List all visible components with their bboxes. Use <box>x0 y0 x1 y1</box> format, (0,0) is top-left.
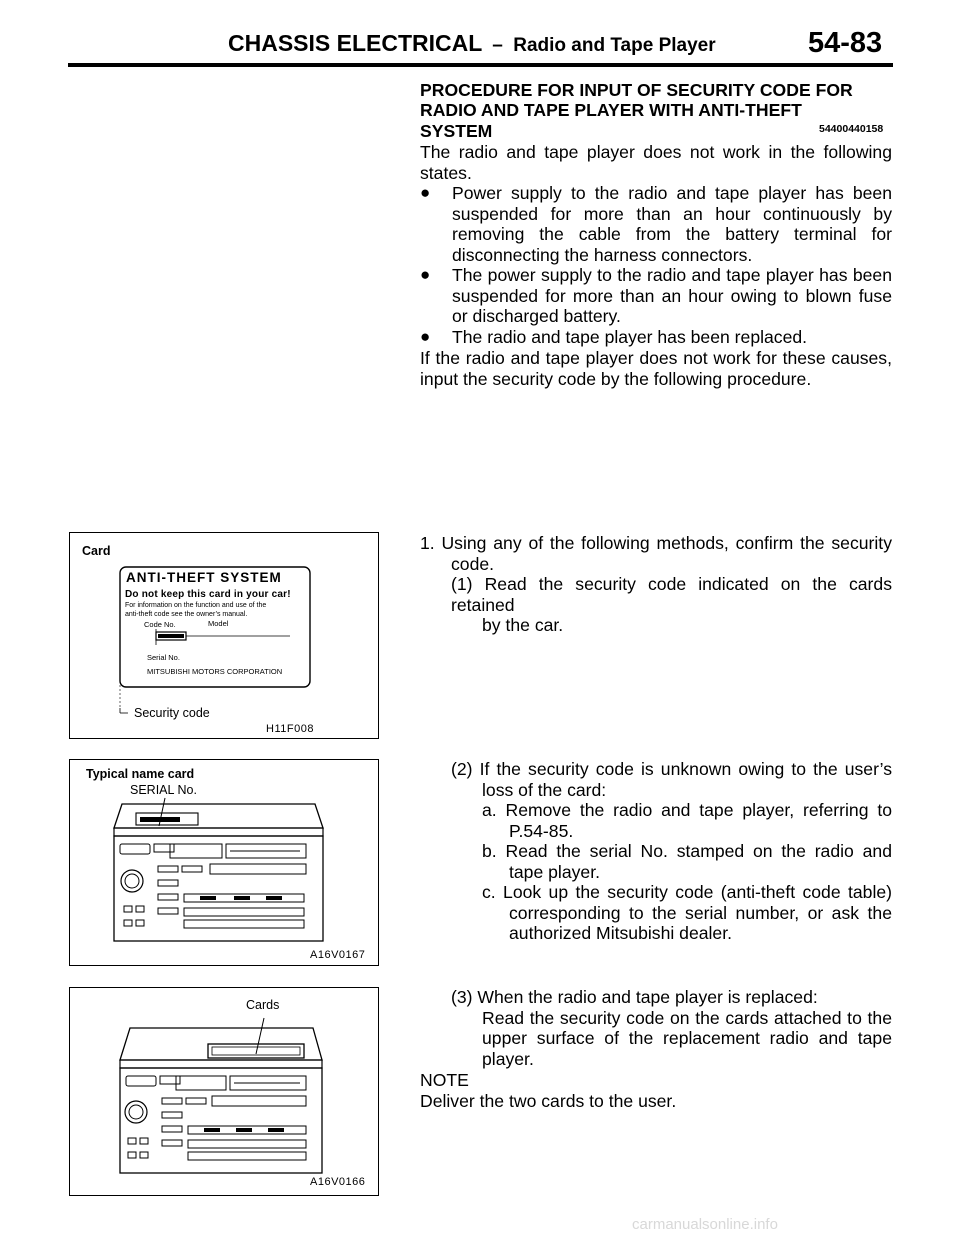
text-line: suspended for more than an hour continuously by <box>452 203 892 224</box>
text-line: The radio and tape player does not work in the following <box>420 142 892 162</box>
serial-no-callout: SERIAL No. <box>130 783 197 797</box>
figure-code: A16V0166 <box>310 1176 366 1188</box>
card-model: Model <box>208 619 229 628</box>
text-line: (3) When the radio and tape player is replaced: <box>451 987 818 1007</box>
bullet-item <box>452 265 892 327</box>
bullet-icon: ● <box>420 265 431 284</box>
header-section: CHASSIS ELECTRICAL <box>228 30 482 56</box>
step-1-2-c <box>482 882 892 944</box>
outro-paragraph <box>420 348 892 389</box>
card-title: ANTI-THEFT SYSTEM <box>126 570 282 585</box>
figure-name-card <box>69 759 379 966</box>
card-code-no: Code No. <box>144 620 176 629</box>
radio-unit-illustration <box>70 760 378 965</box>
text-line: states. <box>420 162 472 183</box>
text-line: (1) Read the security code indicated on the cards retained <box>451 574 892 615</box>
watermark: carmanualsonline.info <box>632 1216 778 1233</box>
page-header-title <box>228 30 716 57</box>
text-line: Read the security code on the cards attached to the <box>482 1007 892 1028</box>
figure-security-card <box>69 532 379 739</box>
card-info-line: anti-theft code see the owner’s manual. <box>125 611 248 618</box>
step-1 <box>420 533 892 574</box>
bullet-icon: ● <box>420 327 431 346</box>
text-line: suspended for more than an hour owing to blown fuse <box>452 285 892 306</box>
text-line: b. Read the serial No. stamped on the radio and <box>482 841 892 861</box>
text-line: corresponding to the serial number, or ask the <box>509 902 892 923</box>
text-line: disconnecting the harness connectors. <box>452 244 753 265</box>
cards-callout: Cards <box>246 998 280 1012</box>
step-1-3 <box>451 987 892 1069</box>
bullet-item <box>452 327 892 348</box>
text-line: authorized Mitsubishi dealer. <box>509 923 732 943</box>
header-rule <box>68 63 893 67</box>
card-warning: Do not keep this card in your car! <box>125 589 291 600</box>
text-line: removing the cable from the battery terminal for <box>452 224 892 244</box>
heading-line: SYSTEM <box>420 120 493 141</box>
card-serial-no: Serial No. <box>147 653 180 662</box>
text-line: a. Remove the radio and tape player, referring to <box>482 800 892 820</box>
card-maker: MITSUBISHI MOTORS CORPORATION <box>147 667 283 676</box>
text-line: loss of the card: <box>482 779 607 800</box>
figure-label: Typical name card <box>86 767 195 781</box>
text-line: code. <box>451 553 495 574</box>
card-illustration <box>70 533 378 738</box>
text-line: The power supply to the radio and tape player has been <box>452 265 892 285</box>
page-number: 54-83 <box>808 27 883 59</box>
security-code-callout: Security code <box>134 706 210 720</box>
text-line: or discharged battery. <box>452 306 621 326</box>
text-line: upper surface of the replacement radio and tape <box>482 1028 892 1048</box>
procedure-code: 54400440158 <box>819 123 884 135</box>
step-1-1 <box>451 574 892 636</box>
figure-cards-on-unit <box>69 987 379 1196</box>
step-1-2-b <box>482 841 892 882</box>
note-text: Deliver the two cards to the user. <box>420 1091 677 1111</box>
figure-label: Card <box>82 544 111 558</box>
bullet-icon: ● <box>420 183 431 202</box>
text-line: The radio and tape player has been replaced. <box>452 327 808 347</box>
step-1-2 <box>451 759 892 800</box>
text-line: input the security code by the following procedure. <box>420 368 812 389</box>
text-line: P.54-85. <box>509 820 574 841</box>
figure-code: A16V0167 <box>310 949 366 961</box>
step-1-2-a <box>482 800 892 841</box>
radio-unit-illustration <box>70 988 378 1195</box>
heading-line: PROCEDURE FOR INPUT OF SECURITY CODE FOR <box>420 80 853 100</box>
text-line: tape player. <box>509 861 600 882</box>
figure-code: H11F008 <box>266 723 314 735</box>
text-line: player. <box>482 1048 534 1069</box>
header-dash: – <box>492 35 503 56</box>
bullet-item <box>452 183 892 265</box>
note-label: NOTE <box>420 1070 469 1090</box>
heading-line: RADIO AND TAPE PLAYER WITH ANTI-THEFT <box>420 100 802 121</box>
text-line: c. Look up the security code (anti-theft code table) <box>482 882 892 902</box>
card-info-line: For information on the function and use of the <box>125 602 267 609</box>
intro-paragraph <box>420 142 892 183</box>
text-line: (2) If the security code is unknown owing to the user’s <box>451 759 892 779</box>
text-line: 1. Using any of the following methods, confirm the security <box>420 533 892 553</box>
header-subsection: Radio and Tape Player <box>513 35 716 56</box>
text-line: Power supply to the radio and tape player has been <box>452 183 892 203</box>
text-line: by the car. <box>482 615 564 635</box>
text-line: If the radio and tape player does not work for these causes, <box>420 348 892 368</box>
